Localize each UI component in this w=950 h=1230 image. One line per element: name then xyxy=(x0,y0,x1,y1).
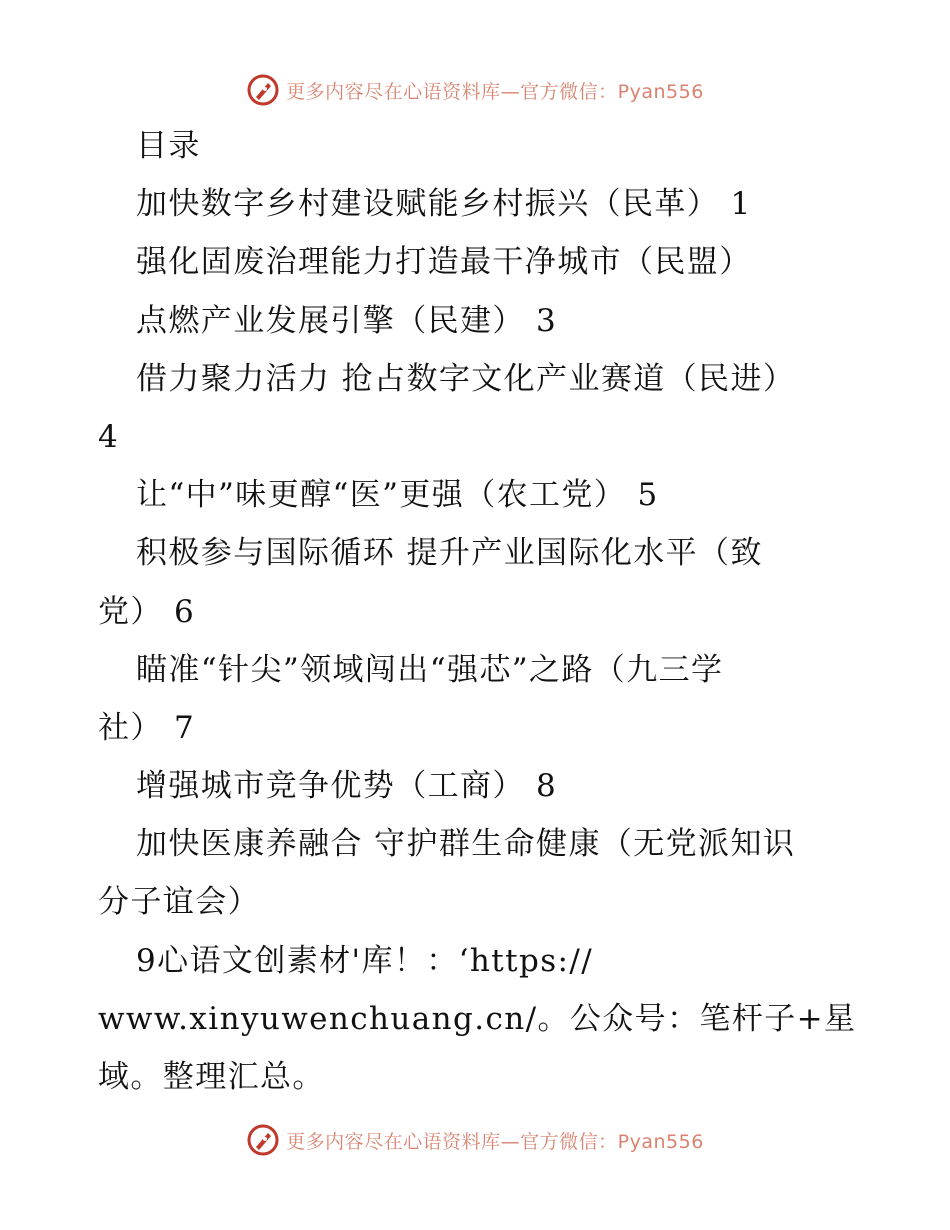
toc-entry: 瞄准“针尖”领域闯出“强芯”之路（九三学 xyxy=(136,651,724,688)
toc-entry: 借力聚力活力 抢占数字文化产业赛道（民进） xyxy=(136,360,796,397)
watermark-text: 更多内容尽在心语资料库—官方微信：Pyan556 xyxy=(286,80,704,103)
watermark-text: 更多内容尽在心语资料库—官方微信：Pyan556 xyxy=(286,1130,704,1153)
toc-entry-continuation: 社） 7 xyxy=(98,709,196,746)
toc-entry: 增强城市竞争优势（工商） 8 xyxy=(136,768,558,805)
pen-nib-logo-icon xyxy=(246,73,280,107)
footer-watermark xyxy=(0,1120,950,1160)
source-note-url: www.xinyuwenchuang.cn/。公众号：笔杆子+星 xyxy=(98,1000,857,1037)
toc-entry: 点燃产业发展引擎（民建） 3 xyxy=(136,302,558,339)
toc-title: 目录 xyxy=(136,128,201,164)
pen-nib-logo-icon xyxy=(246,1123,280,1157)
source-note-end: 域。整理汇总。 xyxy=(98,1059,325,1095)
source-note: 9心语文创素材'库！：‘https:// xyxy=(136,942,594,979)
table-of-contents xyxy=(98,117,857,1106)
toc-entry-continuation: 分子谊会） xyxy=(98,884,260,921)
toc-entry: 强化固废治理能力打造最干净城市（民盟） xyxy=(136,244,752,281)
toc-entry-continuation: 党） 6 xyxy=(98,593,196,630)
toc-entry: 加快医康养融合 守护群生命健康（无党派知识 xyxy=(136,826,796,863)
toc-entry: 积极参与国际循环 提升产业国际化水平（致 xyxy=(136,535,763,572)
toc-entry: 让“中”味更醇“医”更强（农工党） 5 xyxy=(136,477,659,514)
header-watermark xyxy=(0,70,950,110)
toc-entry: 加快数字乡村建设赋能乡村振兴（民革） 1 xyxy=(136,186,752,223)
toc-entry-continuation: 4 xyxy=(98,418,120,455)
